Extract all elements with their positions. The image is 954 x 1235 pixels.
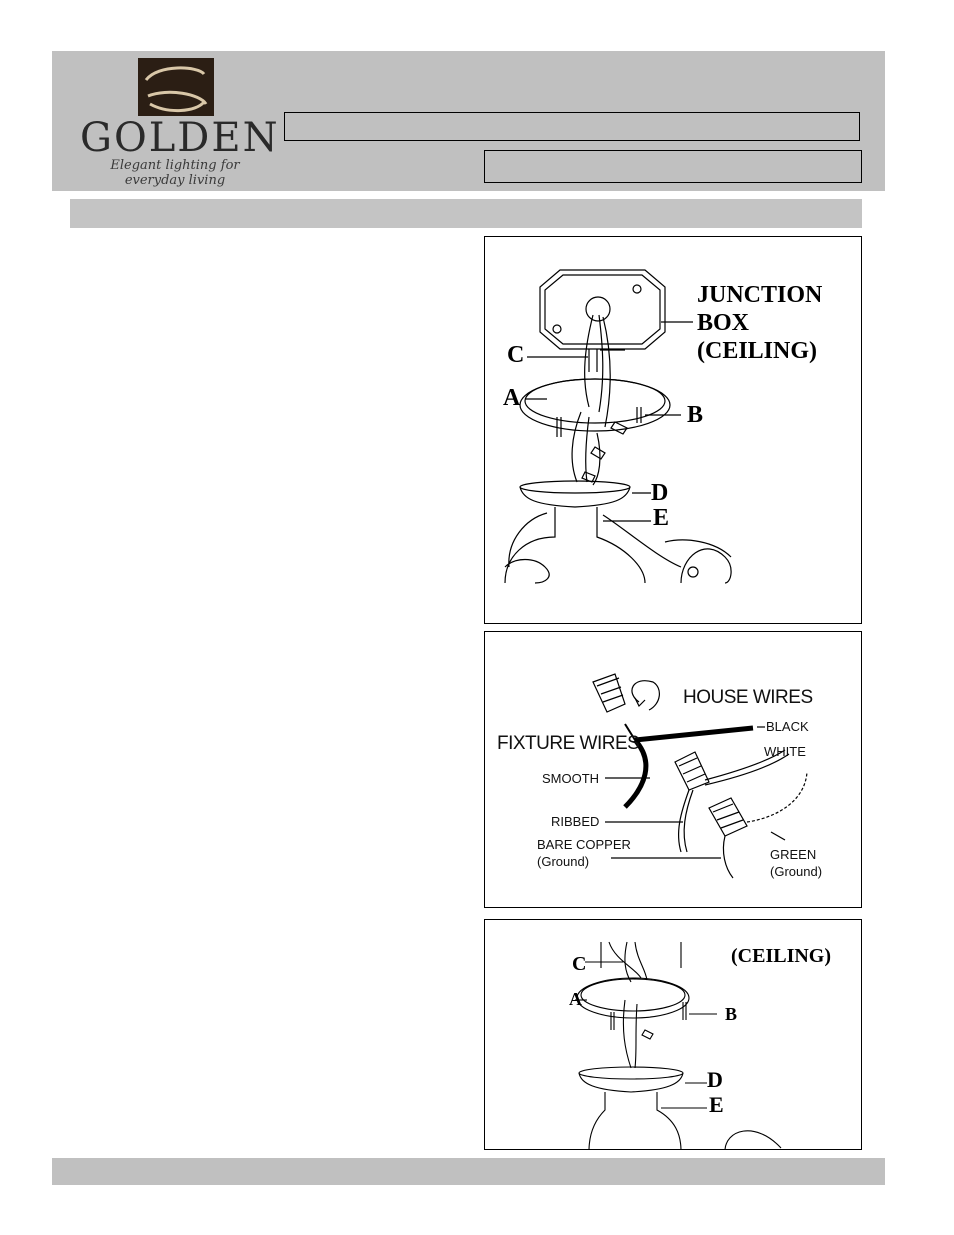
label-b: B — [687, 402, 704, 428]
bare-copper-label: BARE COPPER — [537, 837, 631, 852]
logo-mark-icon — [138, 58, 214, 116]
junction-box-label: JUNCTION BOX (CEILING) — [697, 282, 823, 364]
green-label: GREEN — [770, 847, 817, 862]
label-b: B — [725, 1004, 738, 1024]
bare-copper-ground-label: (Ground) — [537, 854, 590, 869]
label-d: D — [651, 480, 669, 506]
footer-band — [52, 1158, 885, 1185]
label-c: C — [572, 953, 587, 975]
label-a: A — [569, 989, 582, 1009]
fixture-wires-label: FIXTURE WIRES — [497, 733, 640, 754]
white-label: WHITE — [764, 744, 806, 759]
label-d: D — [707, 1067, 723, 1092]
black-label: BLACK — [766, 719, 809, 734]
section-header-band — [70, 199, 862, 228]
green-ground-label: (Ground) — [770, 864, 823, 879]
figure-mounting — [484, 919, 862, 1150]
ribbed-label: RIBBED — [551, 814, 600, 829]
ceiling-label: (CEILING) — [731, 945, 832, 967]
label-c: C — [507, 342, 525, 368]
figure-junction-box — [484, 236, 862, 624]
brand-tagline: Elegant lighting for everyday living — [110, 158, 240, 188]
brand-name: GOLDEN — [80, 115, 280, 161]
title-box — [284, 112, 860, 141]
label-e: E — [709, 1092, 724, 1117]
subtitle-box — [484, 150, 862, 183]
smooth-label: SMOOTH — [542, 771, 600, 786]
brand-logo — [80, 57, 280, 188]
label-a: A — [503, 385, 521, 411]
figure-wiring — [484, 631, 862, 908]
house-wires-label: HOUSE WIRES — [683, 687, 813, 708]
label-e: E — [653, 505, 670, 531]
